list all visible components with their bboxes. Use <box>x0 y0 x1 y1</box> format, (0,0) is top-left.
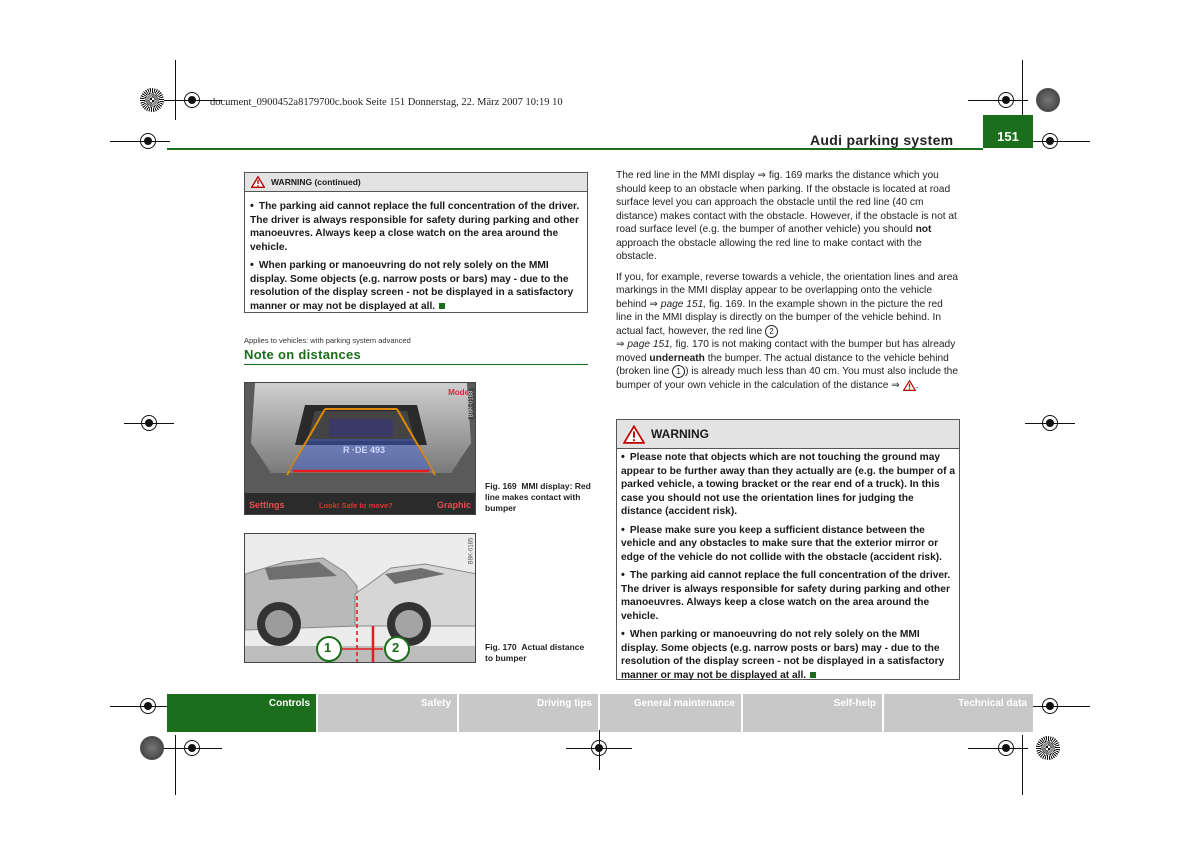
caption-number: Fig. 169 <box>485 481 517 491</box>
header-rule <box>167 148 983 150</box>
figure-169-caption <box>485 481 591 514</box>
paragraph-2: If you, for example, reverse towards a vehicle, the orientation lines and area markings in the MMI display appear to be overlapping onto the vehicle behind ⇒ page 151, fig. 169. In the example shown in the picture the red line in the MMI display is directly on the bumper of the vehicle behind. In actual fact, however, the red line 2 ⇒ page 151, fig. 170 is not making contact with the bumper but has already moved underneath the bumper. The actual distance to the vehicle behind (broken line 1 ) is already much less than 40 cm. You must also include the bumper of your own vehicle in the calculation of the distance ⇒ . <box>616 271 959 391</box>
warning-icon <box>903 380 916 391</box>
distance-illustration <box>245 534 476 663</box>
warning-icon <box>623 425 645 444</box>
figure-170-distance <box>244 533 476 663</box>
caption-text: MMI display: Red line makes contact with bumper <box>485 481 591 513</box>
body-text <box>616 169 960 399</box>
nav-tab-safety[interactable]: Safety <box>318 694 457 732</box>
caption-text: Actual distance to bumper <box>485 642 585 663</box>
warning-item: • The parking aid cannot replace the full concentration of the driver. The driver is always responsible for safety during parking and other manoeuvres. Always keep a close watch on the area around the vehicle. <box>621 569 951 622</box>
warning-box <box>616 419 960 680</box>
nav-tab-technical-data[interactable]: Technical data <box>884 694 1033 732</box>
paragraph-1: The red line in the MMI display ⇒ fig. 169 marks the distance which you should keep to an obstacle when parking. If the obstacle is located at road surface level you can approach the obstacle until the red line (40 cm distance) makes contact with the obstacle. However, if the obstacle is not at road surface level (e.g. the bumper of another vehicle) you should not approach the obstacle allowing the red line to make contact with the obstacle. <box>616 170 957 262</box>
caption-number: Fig. 170 <box>485 642 517 652</box>
figure-169-mmi-display <box>244 382 476 515</box>
nav-tab-driving-tips[interactable]: Driving tips <box>459 694 598 732</box>
marker-1: 1 <box>324 640 332 655</box>
warning-continued-item: • When parking or manoeuvring do not rely solely on the MMI display. Some objects (e.g. narrow posts or bars) may - due to the resolution of the display screen - not be displayed in a satisfactory manner or may not be displayed at all. <box>250 259 574 312</box>
warning-title: WARNING <box>651 427 709 441</box>
figure-170-caption <box>485 642 585 664</box>
nav-tab-controls[interactable]: Controls <box>167 694 316 732</box>
mmi-settings-label: Settings <box>249 500 285 510</box>
warning-header <box>617 420 959 449</box>
warning-continued-box <box>244 172 588 313</box>
warning-item: • Please note that objects which are not touching the ground may appear to be further away than they actually are (e.g. the bumper of a parked vehicle, a towing bracket or the rear end of a truck). In this case you should not use the orientation lines for judging the distance (accident risk). <box>621 451 956 517</box>
figure-code: B8K-0188 <box>468 390 475 418</box>
ref-circle-1: 1 <box>672 365 685 378</box>
mmi-graphic-label: Graphic <box>436 500 471 510</box>
end-square-icon <box>439 303 445 309</box>
marker-2: 2 <box>392 640 400 655</box>
ref-circle-2: 2 <box>765 325 778 338</box>
print-file-info: document_0900452a8179700c.book Seite 151 Donnerstag, 22. März 2007 10:19 10 <box>210 97 563 108</box>
section-rule <box>244 364 588 365</box>
figure-code: B8K-0185 <box>468 537 475 565</box>
warning-continued-header <box>245 173 587 192</box>
mmi-plate: R ·DE 493 <box>343 445 386 455</box>
end-square-icon <box>810 672 816 678</box>
warning-icon <box>251 176 265 188</box>
warning-continued-title: WARNING (continued) <box>271 177 361 187</box>
nav-tab-self-help[interactable]: Self-help <box>743 694 882 732</box>
warning-item: • Please make sure you keep a sufficient distance between the vehicle and any obstacles to make sure that the exterior mirror or edge of the vehicle do not collide with the obstacle (accident risk). <box>621 523 942 563</box>
warning-item: • When parking or manoeuvring do not rely solely on the MMI display. Some objects (e.g. narrow posts or bars) may - due to the resolution of the display screen - not be displayed in a satisfactory manner or may not be displayed at all. <box>621 628 945 681</box>
nav-tab-general-maintenance[interactable]: General maintenance <box>600 694 741 732</box>
mmi-message: Look! Safe to move? <box>319 501 393 510</box>
warning-continued-item: • The parking aid cannot replace the full concentration of the driver. The driver is always responsible for safety during parking and other manoeuvres. Always keep a close watch on the area around the vehicle. <box>250 200 580 253</box>
section-title: Note on distances <box>244 347 362 362</box>
mmi-mode-label: Mode <box>448 388 469 397</box>
page-title: Audi parking system <box>810 132 954 148</box>
page-number: 151 <box>983 115 1033 148</box>
applies-note: Applies to vehicles: with parking system advanced <box>244 336 411 345</box>
